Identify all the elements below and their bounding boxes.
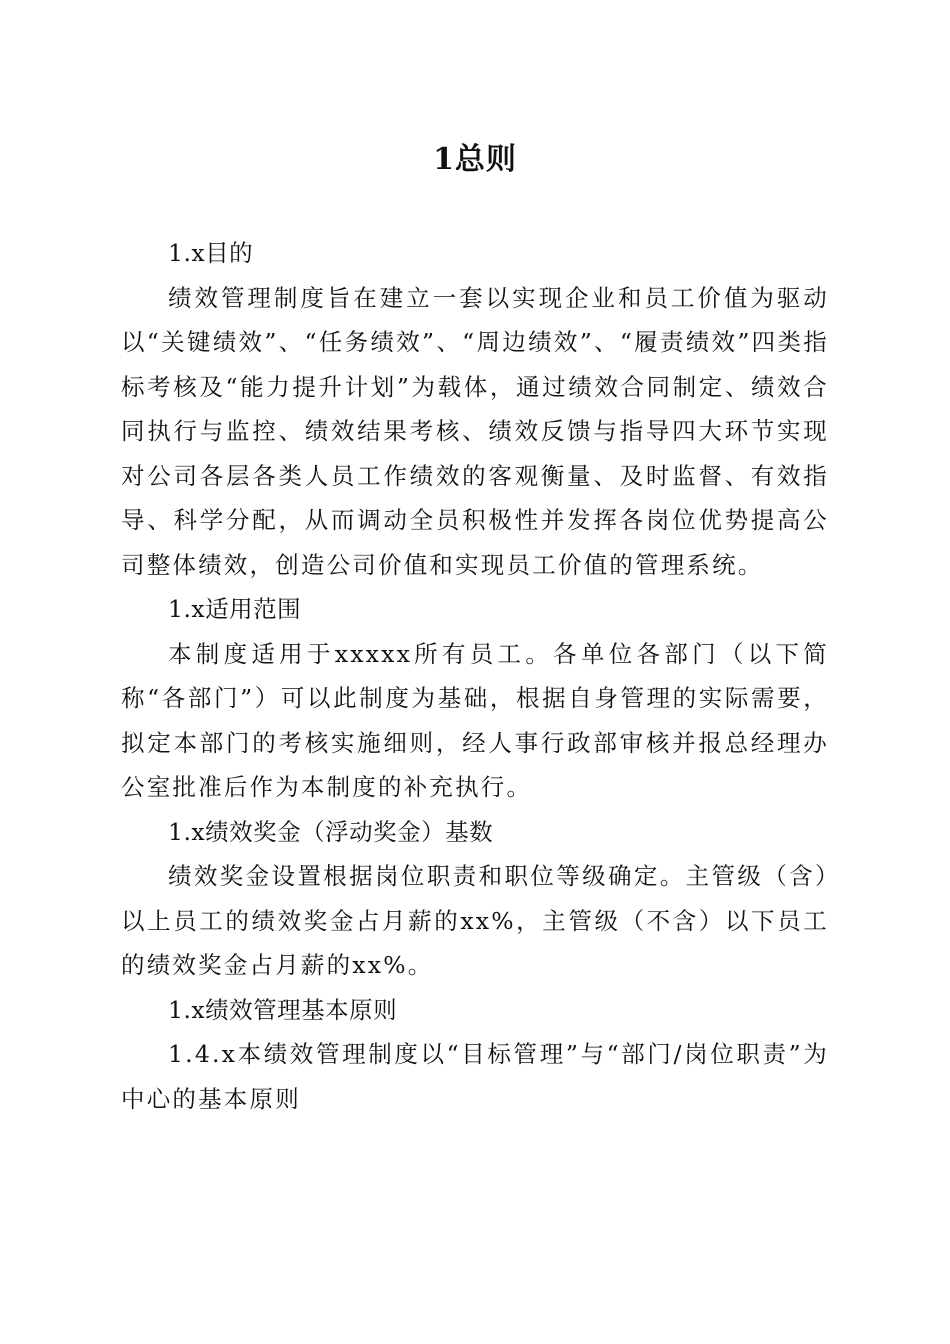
section-heading-bonus-base: 1.x绩效奖金（浮动奖金）基数 (168, 817, 494, 846)
section-heading-purpose: 1.x目的 (168, 239, 254, 267)
paragraph-principles: 1.4.x本绩效管理制度以“目标管理”与“部门/岗位职责”为中心的基本原则 (121, 1040, 829, 1113)
document-body (121, 231, 829, 1121)
page-title: 1总则 (433, 142, 517, 177)
paragraph-scope: 本制度适用于xxxxx所有员工。各单位各部门（以下简称“各部门”）可以此制度为基础，根据自身管理的实际需要，拟定本部门的考核实施细则，经人事行政部审核并报总经理办公室批准后作为本制度的补充执行。 (121, 639, 829, 801)
section-heading-principles: 1.x绩效管理基本原则 (168, 995, 398, 1024)
paragraph-bonus-base: 绩效奖金设置根据岗位职责和职位等级确定。主管级（含）以上员工的绩效奖金占月薪的xx%，主管级（不含）以下员工的绩效奖金占月薪的xx%。 (121, 862, 829, 979)
paragraph-purpose: 绩效管理制度旨在建立一套以实现企业和员工价值为驱动以“关键绩效”、“任务绩效”、“周边绩效”、“履责绩效”四类指标考核及“能力提升计划”为载体，通过绩效合同制定、绩效合同执行与监控、绩效结果考核、绩效反馈与指导四大环节实现对公司各层各类人员工作绩效的客观衡量、及时监督、有效指导、科学分配，从而调动全员积极性并发挥各岗位优势提高公司整体绩效，创造公司价值和实现员工价值的管理系统。 (121, 283, 829, 579)
section-heading-scope: 1.x适用范围 (168, 595, 302, 623)
